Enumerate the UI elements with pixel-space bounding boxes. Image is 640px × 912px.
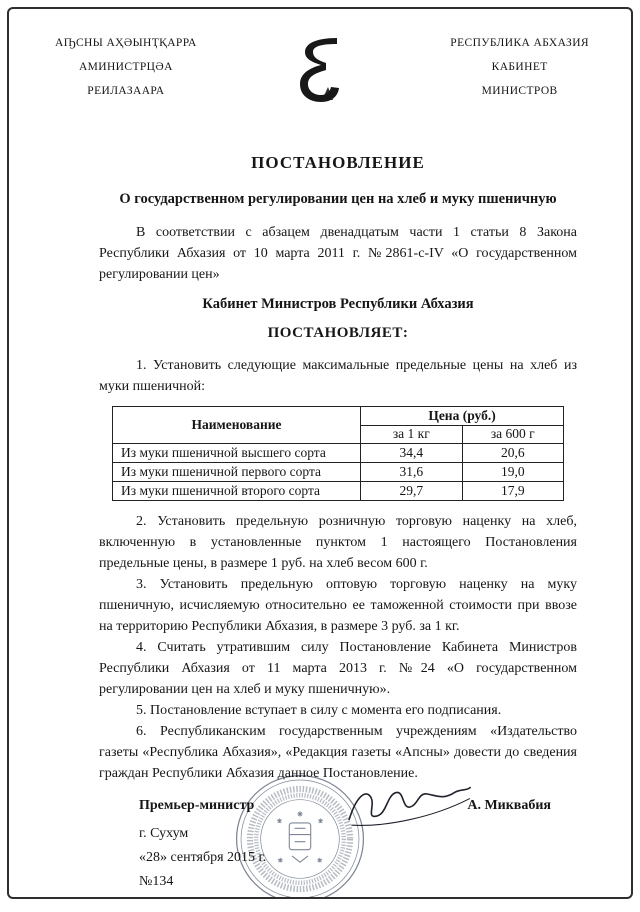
table-row: [113, 482, 564, 501]
table-row: [113, 444, 564, 463]
col-header-price: Цена (руб.): [361, 407, 564, 426]
document-subject: О государственном регулировании цен на хлеб и муку пшеничную: [119, 191, 557, 207]
signatory-role: Премьер-министр: [139, 798, 255, 813]
letterhead-line: РЕИЛАЗААРА: [87, 85, 165, 97]
signatory-name: А. Миквабия: [467, 798, 551, 813]
price-per-600g: 20,6: [462, 444, 563, 463]
price-per-600g: 17,9: [462, 482, 563, 501]
state-emblem-icon: [297, 37, 341, 108]
price-per-kg: 31,6: [361, 463, 462, 482]
price-per-600g: 19,0: [462, 463, 563, 482]
clause-paragraph: 4. Считать утратившим силу Постановление Кабинета Министров Республики Абхазия от 11 марта 2013 г. №24 «О государственном регулировании цен на хлеб и муку пшеничную».: [99, 640, 577, 697]
price-per-kg: 34,4: [361, 444, 462, 463]
product-name: Из муки пшеничной первого сорта: [113, 463, 361, 482]
letterhead-line: АҦСНЫ АҲӘЫНҬҚАРРА: [55, 37, 197, 49]
date-line: «28» сентября 2015 г.: [139, 850, 267, 865]
resolution-keyword: ПОСТАНОВЛЯЕТ:: [267, 325, 409, 341]
clause-paragraph: 5. Постановление вступает в силу с момента его подписания.: [136, 703, 502, 718]
document-page: [7, 7, 633, 899]
letterhead-line: АМИНИСТРЦӘА: [78, 61, 173, 73]
table-header-row: [113, 407, 564, 426]
signature-block: [99, 798, 577, 891]
letterhead-line: МИНИСТРОВ: [481, 85, 558, 97]
city-line: г. Сухум: [139, 826, 189, 841]
col-header-name: Наименование: [113, 407, 361, 444]
price-table: [112, 406, 564, 501]
letterhead-line: КАБИНЕТ: [491, 61, 548, 73]
col-subheader-600g: за 600 г: [462, 426, 563, 444]
product-name: Из муки пшеничной высшего сорта: [113, 444, 361, 463]
clause-paragraph: 1. Установить следующие максимальные предельные цены на хлеб из муки пшеничной:: [99, 358, 577, 394]
doc-number: №134: [139, 874, 174, 889]
price-per-kg: 29,7: [361, 482, 462, 501]
col-subheader-kg: за 1 кг: [361, 426, 462, 444]
issuer-name-abkhaz: [55, 31, 197, 103]
preamble-paragraph: В соответствии с абзацем двенадцатым части 1 статьи 8 Закона Республики Абхазия от 10 марта 2011 г. №2861-с-IV «О государственном регулировании цен»: [99, 225, 577, 282]
document-title: ПОСТАНОВЛЕНИЕ: [251, 153, 425, 172]
clauses-section: [99, 511, 577, 784]
clause-paragraph: 6. Республиканским государственным учреждениям «Издательство газеты «Республика Абхазия», «Редакция газеты «Апсны» довести до сведения граждан Республики Абхазия данное Постановление.: [99, 724, 577, 781]
clause-paragraph: 3. Установить предельную оптовую торговую наценку на муку пшеничную, исчисляемую относительно ее таможенной стоимости при ввозе на территорию Республики Абхазия, в размере 3 руб. за 1 кг.: [99, 577, 577, 634]
table-row: [113, 463, 564, 482]
letterhead-line: РЕСПУБЛИКА АБХАЗИЯ: [450, 37, 589, 49]
clause-paragraph: 2. Установить предельную розничную торговую наценку на хлеб, включенную в установленные пунктом 1 настоящего Постановления предельные цены, в размере 1 руб. на хлеб весом 600 г.: [99, 514, 577, 571]
issuer-line: Кабинет Министров Республики Абхазия: [202, 296, 474, 312]
issuer-name-russian: [450, 31, 589, 103]
product-name: Из муки пшеничной второго сорта: [113, 482, 361, 501]
